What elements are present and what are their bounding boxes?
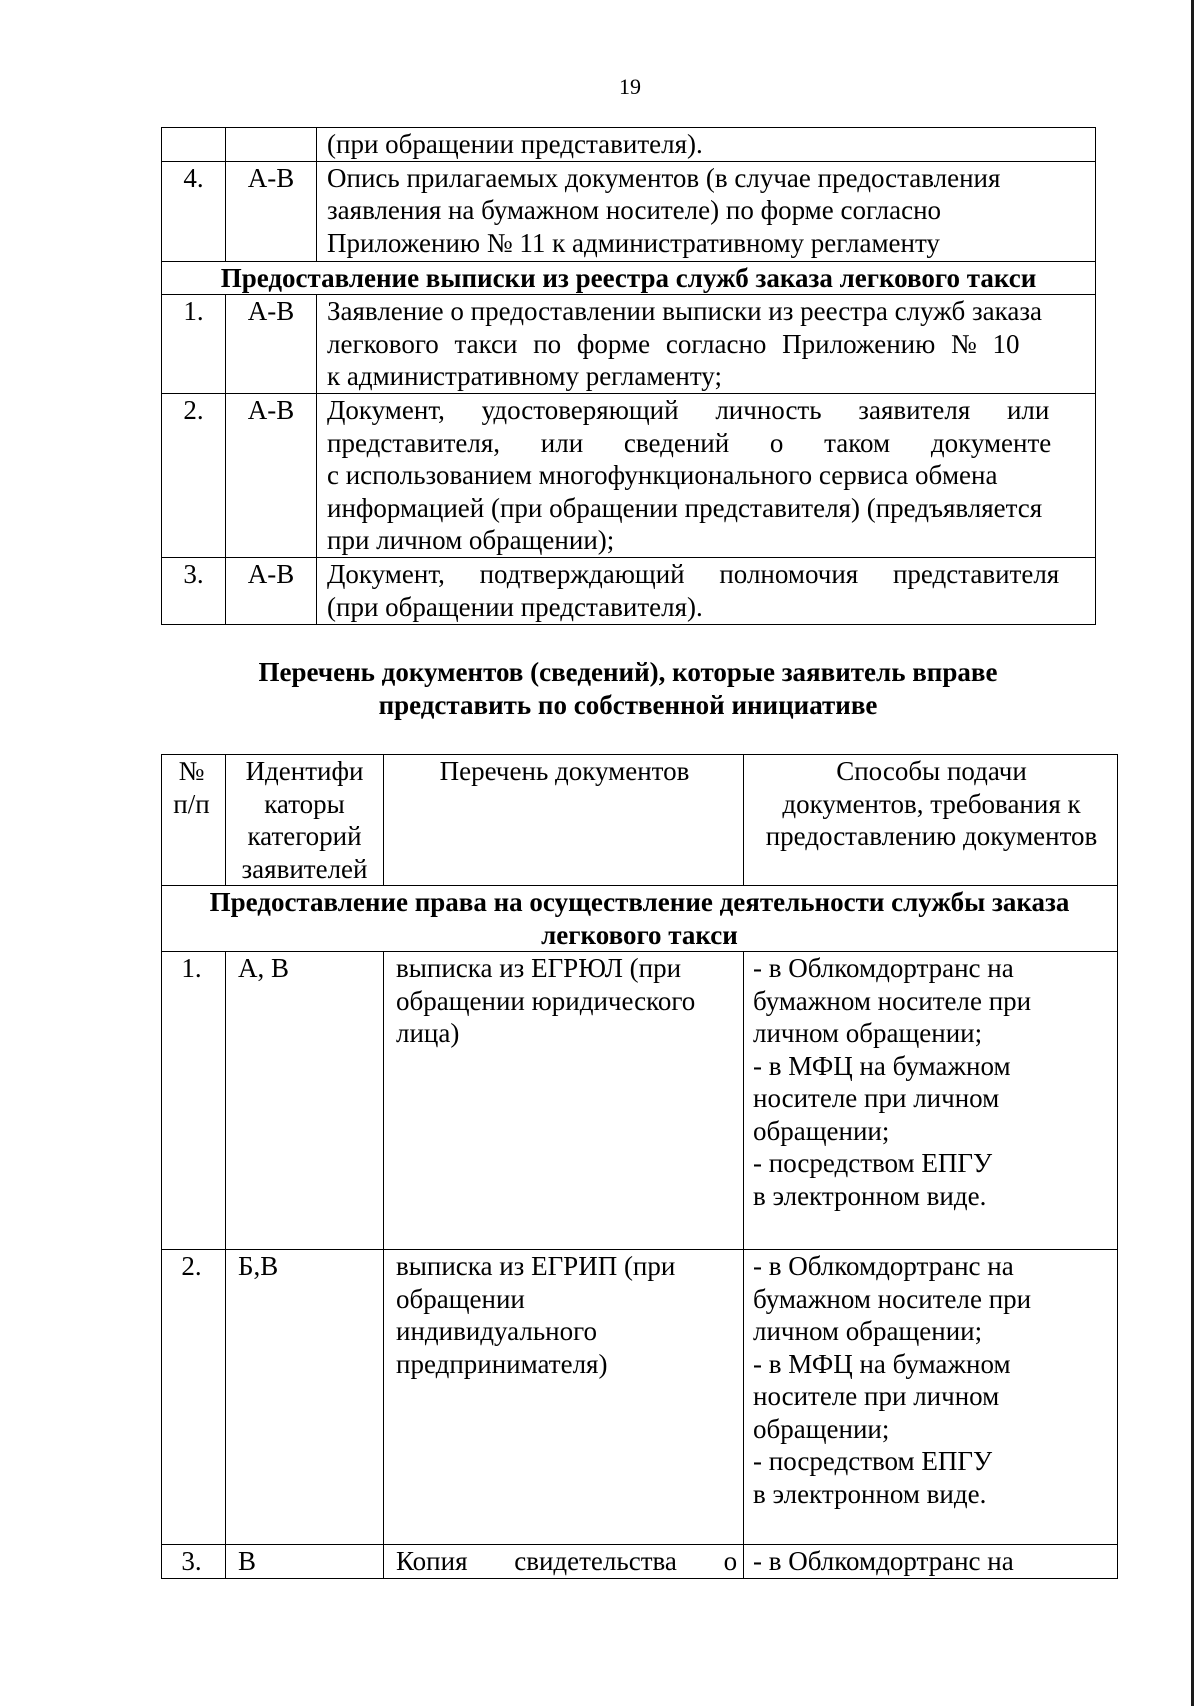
document-name [384,952,744,1250]
scan-edge [1191,0,1194,1706]
table-row [162,1250,1118,1545]
row-number: 3. [162,1545,226,1579]
page-number: 19 [619,74,641,99]
row-number: 1. [162,952,226,1250]
header-text: категорий [247,821,362,851]
section-text: легкового такси [541,919,738,950]
text-line: к административному регламенту; [327,361,722,391]
text-line: Документ, удостоверяющий личность заявителя или [327,395,1050,425]
text-line: Копия свидетельства о [396,1546,738,1576]
section-heading [162,886,1118,952]
text-line: (при обращении представителя). [327,591,703,622]
header-categories [226,755,384,886]
optional-documents-table [161,754,1118,1579]
title-line: Перечень документов (сведений), которые заявитель вправе [258,657,998,687]
table-row [162,128,1096,162]
text-line: обращении; [753,1413,890,1444]
document-description [317,558,1096,625]
text-line: бумажном носителе при [753,985,1032,1016]
submission-methods [744,1250,1118,1545]
document-name [384,1545,744,1579]
table-header-row [162,755,1118,886]
table-row [162,952,1118,1250]
header-text: документов, требования к [782,788,1081,819]
applicant-category [226,128,317,162]
text-line: в электронном виде. [753,1478,987,1509]
header-text: Способы подачи [836,756,1027,786]
applicant-category: А-В [226,161,317,261]
title-line: представить по собственной инициативе [378,689,878,720]
applicant-category: А-В [226,295,317,394]
header-methods [744,755,1118,886]
text-line: бумажном носителе при [753,1283,1032,1314]
row-number [162,128,226,162]
row-number: 2. [162,394,226,558]
text-line: выписка из ЕГРИП (при [396,1251,676,1281]
header-text: каторы [264,788,345,819]
table-row [162,558,1096,625]
row-number: 3. [162,558,226,625]
section-row [162,886,1118,952]
text-line [327,162,1087,195]
applicant-category: Б,В [226,1250,384,1545]
text-line: заявления на бумажном носителе) по форме согласно [327,195,942,225]
text-line: информацией (при обращении представителя) (предъявляется [327,492,1043,523]
text-line: Приложению № 11 к административному регламенту [327,227,940,258]
header-text: Идентифи [245,756,364,786]
text-line: Документ, подтверждающий полномочия представителя [327,559,1060,589]
section-title [160,656,1096,721]
text-line: (при обращении представителя). [327,129,703,159]
applicant-category: А, В [226,952,384,1250]
text-line: в электронном виде. [753,1180,987,1211]
header-number [162,755,226,886]
document-description [317,295,1096,394]
row-number: 4. [162,161,226,261]
text-line: - в Облкомдортранс на [753,953,1014,983]
header-text: п/п [173,788,210,819]
header-text: № [178,756,205,786]
text-line: предпринимателя) [396,1348,608,1379]
text-line: - в Облкомдортранс на [753,1546,1014,1576]
text-line: - посредством ЕПГУ [753,1148,993,1178]
table-row [162,394,1096,558]
text-line: носителе при личном [753,1083,1000,1113]
text-line: лица) [396,1018,460,1048]
text-line: - в Облкомдортранс на [753,1251,1014,1281]
text-line: выписка из ЕГРЮЛ (при [396,953,682,983]
table-row [162,295,1096,394]
section-row [162,261,1096,295]
text-line: при личном обращении); [327,525,615,555]
text-line: обращении [396,1283,525,1314]
section-heading: Предоставление выписки из реестра служб заказа легкового такси [162,261,1096,295]
header-text: предоставлению документов [765,821,1098,851]
section-text: Предоставление права на осуществление деятельности службы заказа [209,887,1070,917]
text-line: обращении юридического [396,985,696,1016]
text-line: индивидуального [396,1316,598,1346]
applicant-category: А-В [226,394,317,558]
text-line: - в МФЦ на бумажном [753,1348,1011,1379]
text-line: легкового такси по форме согласно Приложению № 10 [327,328,1020,359]
applicant-category: В [226,1545,384,1579]
applicant-category: А-В [226,558,317,625]
text-line: личном обращении; [753,1018,983,1048]
document-name [384,1250,744,1545]
text-segment: Опись прилагаемых документов (в случае предоставления [327,162,1001,193]
table-row [162,1545,1118,1579]
text-line: носителе при личном [753,1381,1000,1411]
text-line: представителя, или сведений о таком документе [327,427,1052,458]
text-line: - посредством ЕПГУ [753,1446,993,1476]
submission-methods [744,1545,1118,1579]
text-line: обращении; [753,1115,890,1146]
header-documents: Перечень документов [384,755,744,886]
row-number: 2. [162,1250,226,1545]
row-number: 1. [162,295,226,394]
table-row [162,161,1096,261]
text-line: личном обращении; [753,1316,983,1346]
text-line: - в МФЦ на бумажном [753,1050,1011,1081]
header-text: заявителей [241,853,368,884]
document-description [317,394,1096,558]
document-description [317,128,1096,162]
submission-methods [744,952,1118,1250]
documents-table-continued [161,127,1096,625]
text-line: Заявление о предоставлении выписки из реестра служб заказа [327,296,1043,326]
document-description [317,161,1096,261]
text-line: с использованием многофункционального сервиса обмена [327,460,998,490]
